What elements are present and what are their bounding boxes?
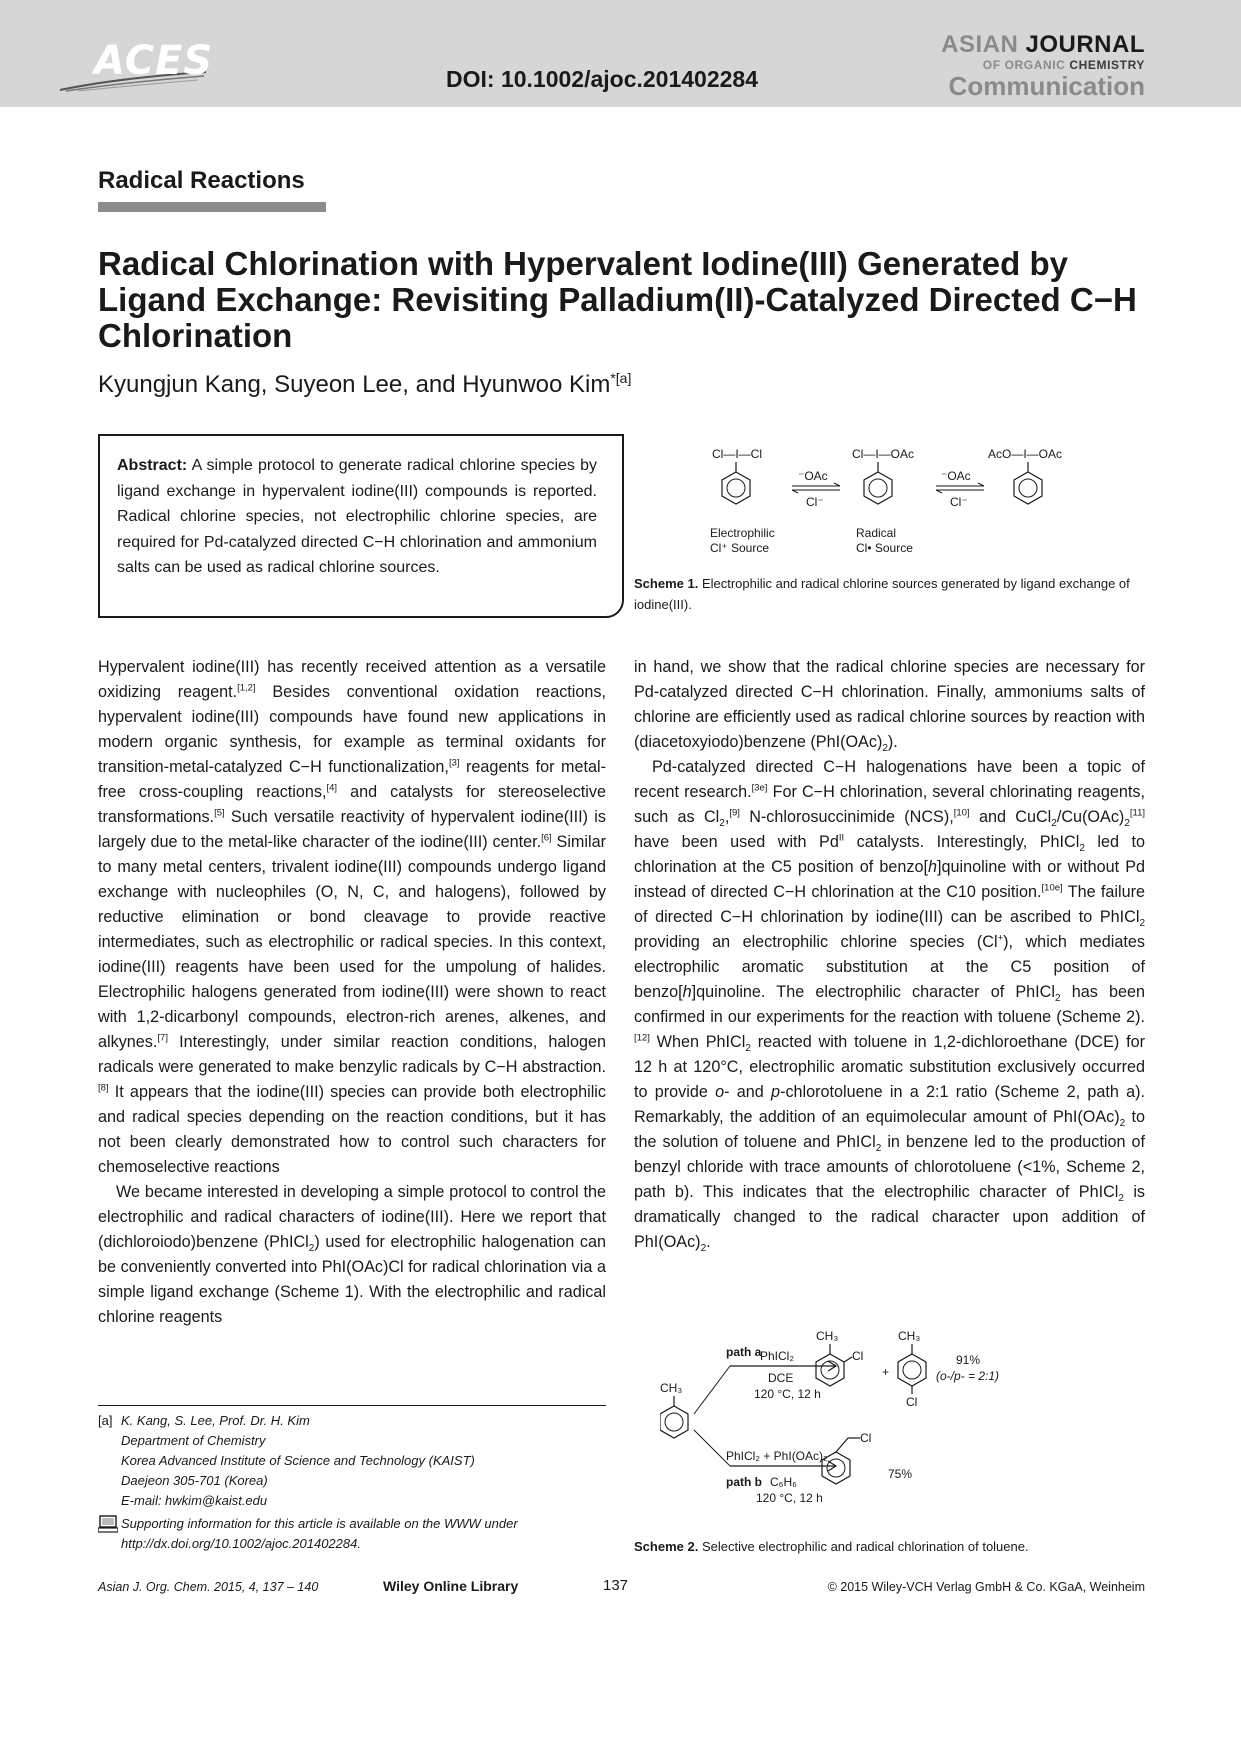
scheme1-mol1-top: Cl—I—Cl xyxy=(712,447,762,461)
scheme2-p-ch3: CH₃ xyxy=(898,1329,921,1343)
scheme2-cond-b: 120 °C, 12 h xyxy=(756,1491,823,1505)
body-column-left xyxy=(98,655,606,1330)
section-heading: Radical Reactions xyxy=(98,167,305,194)
scheme1-label2a: Radical xyxy=(856,526,897,540)
scheme1-label1a: Electrophilic xyxy=(710,526,775,540)
abstract-label: Abstract: xyxy=(117,457,188,474)
scheme2-reagent-a: PhICl₂ xyxy=(760,1349,795,1363)
abstract-text: A simple protocol to generate radical chlorine species by ligand exchange in hypervalent iodine(III) compounds is reported. Radical chlorine species, not electrophilic chlorine species, are required for Pd-catalyzed directed C−H chlorination and ammonium salts can be used as radical chlorine sources. xyxy=(117,457,598,576)
scheme1-label2b: Cl• Source xyxy=(856,541,913,555)
authors-names: Kyungjun Kang, Suyeon Lee, and Hyunwoo Kim xyxy=(98,371,611,398)
footnote-divider xyxy=(98,1405,606,1406)
supporting-info-link[interactable]: http://dx.doi.org/10.1002/ajoc.201402284. xyxy=(121,1536,361,1551)
supporting-info-text: Supporting information for this article is available on the WWW under xyxy=(121,1516,518,1531)
journal-word-chemistry: CHEMISTRY xyxy=(1069,58,1145,72)
scheme2-cond-a: 120 °C, 12 h xyxy=(754,1387,821,1401)
scheme1-caption-text: Electrophilic and radical chlorine sources generated by ligand exchange of iodine(III). xyxy=(634,576,1130,612)
scheme2-caption-text: Selective electrophilic and radical chlorination of toluene. xyxy=(701,1539,1029,1554)
scheme2-solvent-b: C₆H₆ xyxy=(770,1475,798,1489)
scheme2-plus: + xyxy=(882,1365,890,1379)
scheme2-reagent-b: PhICl₂ + PhI(OAc)₂ xyxy=(726,1449,828,1463)
footnote-address: Daejeon 305-701 (Korea) xyxy=(121,1473,268,1488)
scheme1-caption-label: Scheme 1. xyxy=(634,576,699,591)
scheme2-figure xyxy=(660,1326,1100,1526)
abstract-box xyxy=(98,434,624,618)
footer-library[interactable]: Wiley Online Library xyxy=(383,1578,519,1594)
scheme1-arrow2-top: ⁻OAc xyxy=(941,469,971,483)
body-paragraph: Hypervalent iodine(III) has recently received attention as a versatile oxidizing reagent.[1,2] Besides conventional oxidation reactions, hypervalent iodine(III) compounds have found new applications in modern organic synthesis, for example as terminal oxidants for transition-metal-catalyzed C−H functionalization,[3] reagents for metal-free cross-coupling reactions,[4] and catalysts for stereoselective transformations.[5] Such versatile reactivity of hypervalent iodine(III) is largely due to the metal-like character of the iodine(III) center.[6] Similar to many metal centers, trivalent iodine(III) compounds undergo ligand exchange with nucleophiles (O, N, C, and halogens), followed by reductive elimination or bond cleavage to provide reactive intermediates, such as electrophilic or radical species. In this context, iodine(III) reagents have been used for the umpolung of halides. Electrophilic halogens generated from iodine(III) were shown to react with 1,2-dicarbonyl compounds, electron-rich arenes, alkenes, and alkynes.[7] Interestingly, under similar reaction conditions, halogen radicals were generated to make benzylic radicals by C−H abstraction.[8] It appears that the iodine(III) species can provide both electrophilic and radical species depending on the reaction conditions, but it has not been clearly demonstrated how to control such characters for chemoselective reactions xyxy=(98,658,607,1176)
scheme1-mol2-top: Cl—I—OAc xyxy=(852,447,915,461)
scheme1-mol3-top: AcO—I—OAc xyxy=(988,447,1063,461)
scheme1-arrow2-bottom: Cl⁻ xyxy=(950,495,968,509)
page-number: 137 xyxy=(603,1577,629,1594)
footer-copyright: © 2015 Wiley-VCH Verlag GmbH & Co. KGaA, Weinheim xyxy=(827,1580,1145,1594)
scheme2-b-cl: Cl xyxy=(860,1431,872,1445)
scheme2-toluene-ch3: CH₃ xyxy=(660,1381,683,1395)
scheme2-caption xyxy=(634,1536,1144,1557)
computer-icon xyxy=(98,1515,118,1533)
footnote-authors: K. Kang, S. Lee, Prof. Dr. H. Kim xyxy=(121,1413,310,1428)
body-column-right xyxy=(634,655,1145,1255)
footnote-department: Department of Chemistry xyxy=(121,1433,266,1448)
footer-citation: Asian J. Org. Chem. 2015, 4, 137 – 140 xyxy=(98,1580,319,1594)
scheme2-o-ch3: CH₃ xyxy=(816,1329,839,1343)
body-paragraph: We became interested in developing a simple protocol to control the electrophilic and radical characters of iodine(III). Here we report that (dichloroiodo)benzene (PhICl$_2$) used for electrophilic halogenation can be conveniently converted into PhI(OAc)Cl for radical chlorination via a simple ligand exchange (Scheme 1). With the electrophilic and radical chlorine reagents xyxy=(98,1183,606,1326)
scheme2-yield-b: 75% xyxy=(888,1467,913,1481)
scheme2-ratio-a: (o-/p- = 2:1) xyxy=(936,1369,1000,1383)
scheme2-solvent-a: DCE xyxy=(768,1371,794,1385)
scheme1-caption xyxy=(634,573,1144,615)
body-paragraph: Pd-catalyzed directed C−H halogenations have been a topic of recent research.[3e] For C−H chlorination, several chlorinating reagents, such as $Cl_2,[9]$ N-chlorosuccinimide (NCS),[10] and $CuCl_2/Cu(OAc)_2[11]$ have been used with $Pd^{II}$ catalysts. Interestingly, PhICl$_2$ led to chlorination at the C5 position of benzo[h]quinoline with or without Pd instead of directed C−H chlorination at the C10 position.[10e] The failure of directed C−H chlorination by iodine(III) can be ascribed to PhICl$_2$ providing an electrophilic chlorine species (Cl+), which mediates electrophilic aromatic substitution at the C5 position of benzo[h]quinoline. The electrophilic character of PhICl$_2$ has been confirmed in our experiments for the reaction with toluene (Scheme 2).[12] When PhICl$_2$ reacted with toluene in 1,2-dichloroethane (DCE) for 12 h at 120°C, electrophilic aromatic substitution exclusively occurred to provide o- and p-chlorotoluene in a 2:1 ratio (Scheme 2, path a). Remarkably, the addition of an equimolecular amount of $PhI(OAc)_2$ to the solution of toluene and PhICl$_2$ in benzene led to the production of benzyl chloride with trace amounts of chlorotoluene (<1%, Scheme 2, path b). This indicates that the electrophilic character of PhICl$_2$ is dramatically changed to the radical character upon addition of $PhI(OAc)_2$. xyxy=(634,758,1146,1255)
footnote-institute: Korea Advanced Institute of Science and Technology (KAIST) xyxy=(121,1453,475,1468)
section-bar xyxy=(98,202,326,212)
journal-logo xyxy=(941,33,1145,99)
doi-link[interactable]: DOI: 10.1002/ajoc.201402284 xyxy=(446,66,759,92)
scheme1-label1b: Cl⁺ Source xyxy=(710,541,770,555)
aces-logo: ACES xyxy=(94,38,214,84)
scheme2-path-b: path b xyxy=(726,1475,762,1489)
author-affiliation-mark: *[a] xyxy=(610,370,632,386)
article-title: Radical Chlorination with Hypervalent Iodine(III) Generated by Ligand Exchange: Revisiting Palladium(II)-Catalyzed Directed C−H Chlorination xyxy=(98,245,1137,354)
scheme2-caption-label: Scheme 2. xyxy=(634,1539,699,1554)
journal-word-journal: JOURNAL xyxy=(1025,31,1145,58)
footnote-email[interactable]: E-mail: hwkim@kaist.edu xyxy=(121,1493,268,1508)
scheme2-yield-a: 91% xyxy=(956,1353,981,1367)
scheme1-arrow1-top: ⁻OAc xyxy=(798,469,828,483)
journal-word-of-organic: OF ORGANIC xyxy=(982,58,1066,72)
page-footer xyxy=(98,1576,1145,1600)
scheme1-figure xyxy=(700,440,1080,560)
scheme1-arrow1-bottom: Cl⁻ xyxy=(806,495,824,509)
journal-word-asian: ASIAN xyxy=(941,31,1019,58)
scheme2-p-cl: Cl xyxy=(906,1395,918,1409)
scheme2-path-a: path a xyxy=(726,1345,762,1359)
footnote-label: [a] xyxy=(98,1413,113,1428)
author-list xyxy=(98,370,631,399)
article-type: Communication xyxy=(948,71,1145,101)
scheme2-o-cl: Cl xyxy=(852,1349,864,1363)
body-paragraph: in hand, we show that the radical chlorine species are necessary for Pd-catalyzed directed C−H chlorination. Finally, ammoniums salts of chlorine are efficiently used as radical chlorine sources by reaction with (diacetoxyiodo)benzene $(PhI(OAc)_2)$. xyxy=(634,658,1145,755)
